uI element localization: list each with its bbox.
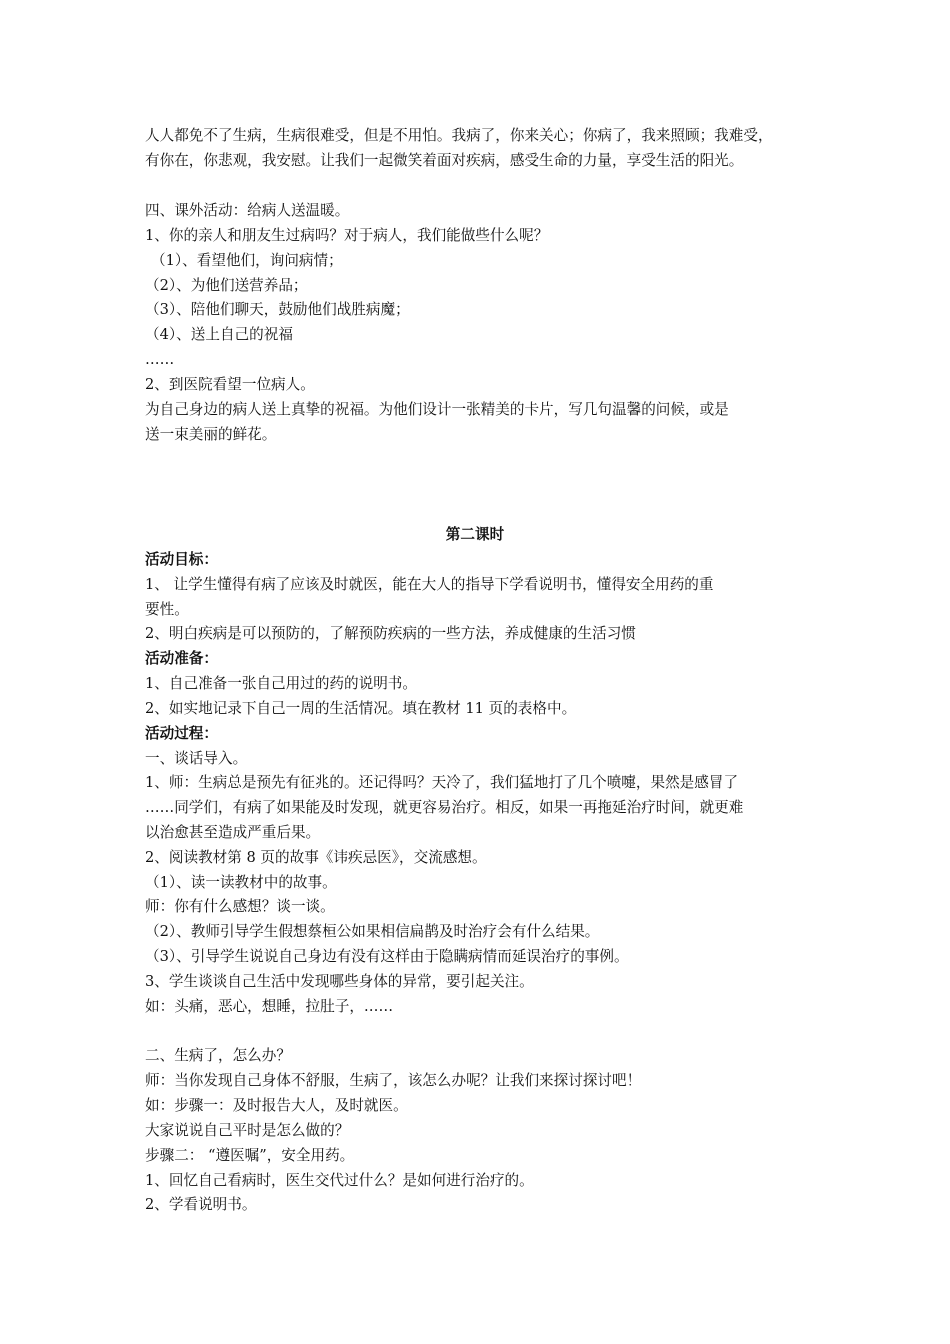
process-line-6: （1）、读一读教材中的故事。: [145, 874, 337, 891]
process-line-8: （2）、教师引导学生假想蔡桓公如果相信扁鹊及时治疗会有什么结果。: [145, 923, 600, 940]
section4-question-2: 2、到医院看望一位病人。: [145, 376, 315, 393]
process-line-11: 如：头痛，恶心，想睡，拉肚子，……: [145, 998, 394, 1015]
intro-line-1: 人人都免不了生病，生病很难受，但是不用怕。我病了，你来关心；你病了，我来照顾；我难受，: [145, 127, 773, 144]
section4-item-3: （3）、陪他们聊天，鼓励他们战胜病魔；: [145, 301, 410, 318]
process-line-10: 3、学生谈谈自己生活中发现哪些身体的异常，要引起关注。: [145, 973, 534, 990]
goal-line-3: 2、明白疾病是可以预防的，了解预防疾病的一些方法，养成健康的生活习惯: [145, 625, 636, 642]
part2-line-4: 大家说说自己平时是怎么做的？: [145, 1122, 350, 1139]
goal-line-2: 要性。: [145, 601, 189, 618]
section4-question-1: 1、你的亲人和朋友生过病吗？对于病人，我们能做些什么呢？: [145, 227, 549, 244]
goal-line-1: 1、 让学生懂得有病了应该及时就医，能在大人的指导下学看说明书，懂得安全用药的重: [145, 576, 714, 593]
process-heading: 活动过程：: [145, 725, 218, 742]
section4-ellipsis: ……: [145, 351, 175, 368]
section4-desc-line-1: 为自己身边的病人送上真挚的祝福。为他们设计一张精美的卡片，写几句温馨的问候，或是: [145, 401, 729, 418]
process-line-3: ……同学们，有病了如果能及时发现，就更容易治疗。相反，如果一再拖延治疗时间，就更难: [145, 799, 744, 816]
section4-item-2: （2）、为他们送营养品；: [145, 277, 308, 294]
process-line-2: 1、师：生病总是预先有征兆的。还记得吗？天冷了，我们猛地打了几个喷嚏，果然是感冒了: [145, 774, 739, 791]
section4-item-4: （4）、送上自己的祝福: [145, 326, 293, 343]
process-line-1: 一、谈话导入。: [145, 750, 248, 767]
section4-desc-line-2: 送一束美丽的鲜花。: [145, 426, 277, 443]
part2-line-2: 师：当你发现自己身体不舒服，生病了，该怎么办呢？让我们来探讨探讨吧！: [145, 1072, 642, 1089]
section4-heading: 四、课外活动：给病人送温暖。: [145, 202, 350, 219]
section4-item-1: （1）、看望他们，询问病情；: [151, 252, 343, 269]
lesson-title: 第二课时: [445, 526, 505, 543]
prep-line-1: 1、自己准备一张自己用过的药的说明书。: [145, 675, 417, 692]
process-line-5: 2、阅读教材第 8 页的故事《讳疾忌医》，交流感想。: [145, 849, 487, 866]
part2-line-3: 如：步骤一：及时报告大人，及时就医。: [145, 1097, 408, 1114]
goals-heading: 活动目标：: [145, 551, 218, 568]
part2-line-7: 2、学看说明书。: [145, 1196, 257, 1213]
part2-line-5: 步骤二： “遵医嘱”，安全用药。: [145, 1147, 355, 1164]
process-line-4: 以治愈甚至造成严重后果。: [145, 824, 321, 841]
intro-line-2: 有你在，你悲观，我安慰。让我们一起微笑着面对疾病，感受生命的力量，享受生活的阳光。: [145, 152, 744, 169]
process-line-9: （3）、引导学生说说自己身边有没有这样由于隐瞒病情而延误治疗的事例。: [145, 948, 629, 965]
part2-line-6: 1、回忆自己看病时，医生交代过什么？是如何进行治疗的。: [145, 1172, 534, 1189]
prep-heading: 活动准备：: [145, 650, 218, 667]
prep-line-2: 2、如实地记录下自己一周的生活情况。填在教材 11 页的表格中。: [145, 700, 577, 717]
process-line-7: 师：你有什么感想？谈一谈。: [145, 898, 335, 915]
part2-line-1: 二、生病了，怎么办？: [145, 1047, 291, 1064]
